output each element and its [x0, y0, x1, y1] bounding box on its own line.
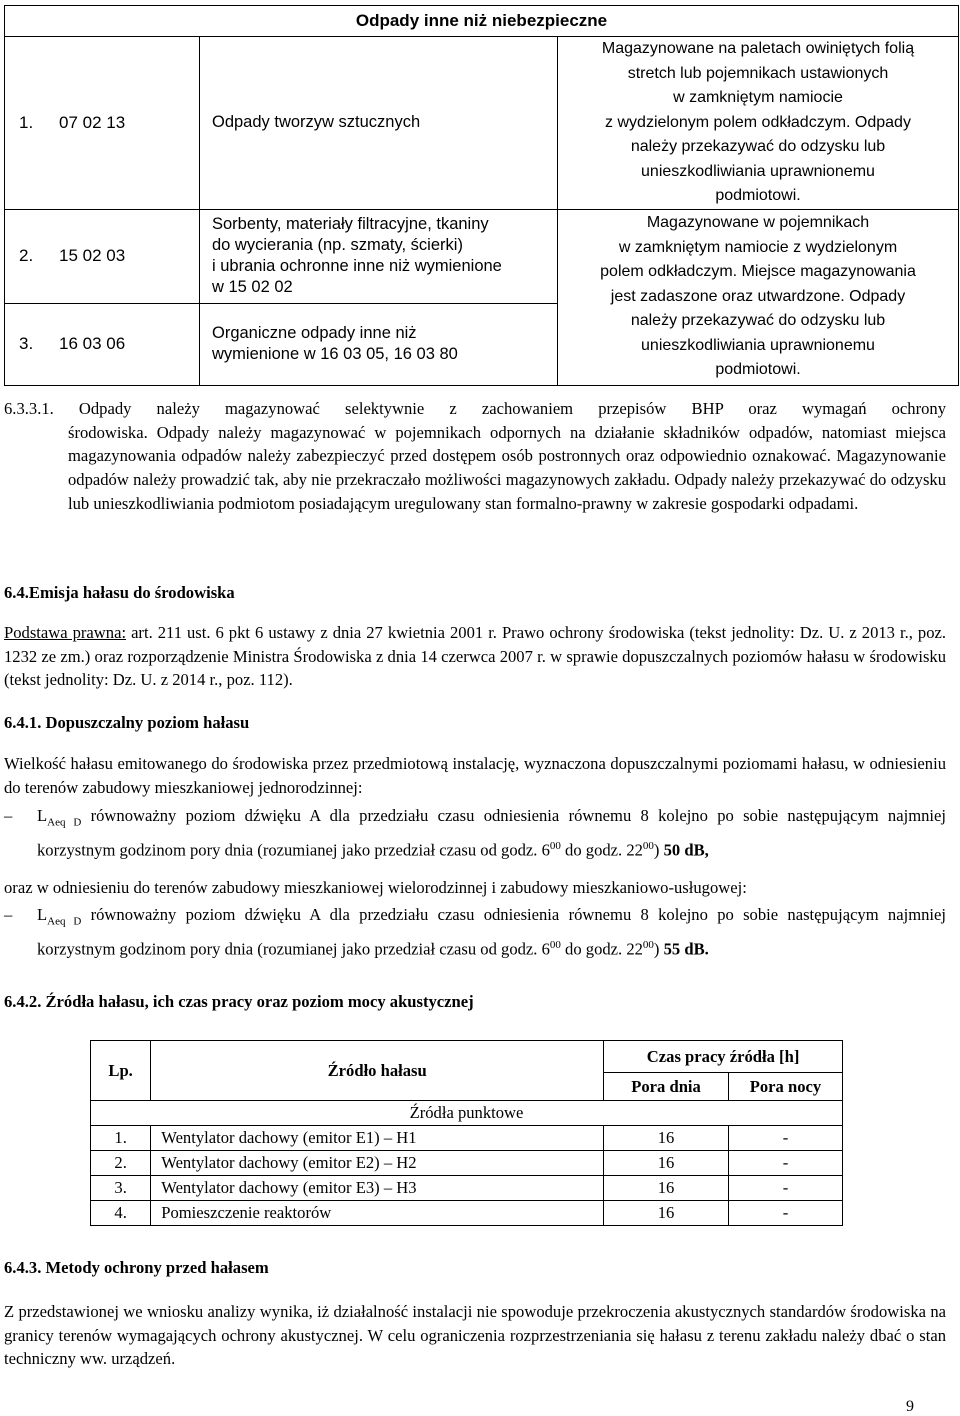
table-row — [91, 1126, 843, 1151]
page-number: 9 — [906, 1398, 914, 1415]
paragraph-6-3-3-1: 6.3.3.1. Odpady należy magazynować selektywnie z zachowaniem przepisów BHP oraz wymagań ochrony środowiska. Odpady należy magazynować w pojemnikach odpornych na działanie składników odpadów, natomiast miejsca magazynowania odpadów należy zabezpieczyć przed dostępem osób postronnych oraz odpowiednio oznakować. Magazynowanie odpadów należy prowadzić tak, aby nie przekraczało możliwości magazynowych zakładu. Odpady należy przekazywać do odzysku lub unieszkodliwiania podmiotom posiadającym uregulowany stan formalno-prawny w zakresie gospodarki odpadami. — [4, 399, 946, 513]
row-source: Wentylator dachowy (emitor E3) – H3 — [151, 1176, 604, 1201]
row-day: 16 — [604, 1126, 729, 1151]
residential-multi-family-note: oraz w odniesieniu do terenów zabudowy mieszkaniowej wielorodzinnej i zabudowy mieszkaniowo-usługowej: — [4, 878, 747, 897]
final-paragraph: Z przedstawionej we wniosku analizy wynika, iż działalność instalacji nie spowoduje przekroczenia akustycznych standardów środowiska na granicy terenów wymagających ochrony akustycznej. W celu ograniczenia rozprzestrzeniania się hałasu z terenu zakładu należy dbać o stan techniczny ww. urządzeń. — [4, 1302, 946, 1369]
row-lp: 3. — [91, 1176, 151, 1201]
waste-row-2-3-storage: Magazynowane w pojemnikach w zamkniętym namiocie z wydzielonym polem odkładczym. Miejsce magazynowania jest zadaszone oraz utwardzone. Odpady należy przekazywać do odzysku lub unieszkodliwiania uprawnionemu podmiotowi. — [558, 209, 959, 385]
row-source: Wentylator dachowy (emitor E2) – H2 — [151, 1151, 604, 1176]
row-source: Pomieszczenie reaktorów — [151, 1201, 604, 1226]
waste-row-1-name: Odpady tworzyw sztucznych — [200, 37, 558, 210]
waste-row-2-name: Sorbenty, materiały filtracyjne, tkaniny do wycierania (np. szmaty, ścierki) i ubrania ochronne inne niż wymienione w 15 02 02 — [200, 209, 558, 303]
table-row — [91, 1176, 843, 1201]
row-source: Wentylator dachowy (emitor E1) – H1 — [151, 1126, 604, 1151]
legal-basis-paragraph: Podstawa prawna: art. 211 ust. 6 pkt 6 ustawy z dnia 27 kwietnia 2001 r. Prawo ochrony środowiska (tekst jednolity: Dz. U. z 2013 r., poz. 1232 ze zm.) oraz rozporządzenie Ministra Środowiska z dnia 14 czerwca 2007 r. w sprawie dopuszczalnych poziomów hałasu w środowisku (tekst jednolity: Dz. U. z 2014 r., poz. 112). — [4, 623, 947, 690]
row-lp: 1. — [91, 1126, 151, 1151]
table-row — [91, 1201, 843, 1226]
row-night: - — [728, 1126, 842, 1151]
row-lp: 4. — [91, 1201, 151, 1226]
noise-sources-table — [90, 1040, 843, 1226]
waste-row-1-storage: Magazynowane na paletach owiniętych folią stretch lub pojemnikach ustawionych w zamkniętym namiocie z wydzielonym polem odkładczym. Odpady należy przekazywać do odzysku lub unieszkodliwiania uprawnionemu podmiotowi. — [558, 37, 959, 210]
section-6-4-1-heading: 6.4.1. Dopuszczalny poziom hałasu — [4, 713, 250, 732]
col-night-header: Pora nocy — [728, 1073, 842, 1101]
dash-bullet: – — [4, 806, 13, 825]
waste-row-3-code: 3. 16 03 06 — [5, 303, 200, 385]
col-lp-header: Lp. — [91, 1041, 151, 1101]
group-point-sources: Źródła punktowe — [91, 1101, 843, 1126]
waste-row-3-name: Organiczne odpady inne niż wymienione w 16 03 05, 16 03 80 — [200, 303, 558, 385]
row-night: - — [728, 1176, 842, 1201]
row-night: - — [728, 1151, 842, 1176]
row-lp: 2. — [91, 1151, 151, 1176]
col-time-header: Czas pracy źródła [h] — [604, 1041, 843, 1073]
waste-table-heading: Odpady inne niż niebezpieczne — [5, 6, 959, 37]
noise-intro-paragraph: Wielkość hałasu emitowanego do środowiska przez przedmiotową instalację, wyznaczona dopuszczalnymi poziomami hałasu, w odniesieniu do terenów zabudowy mieszkaniowej jednorodzinnej: — [4, 754, 946, 797]
row-night: - — [728, 1201, 842, 1226]
row-day: 16 — [604, 1151, 729, 1176]
section-6-4-heading: 6.4.Emisja hałasu do środowiska — [4, 583, 235, 602]
row-day: 16 — [604, 1176, 729, 1201]
waste-row-2-code: 2. 15 02 03 — [5, 209, 200, 303]
section-6-4-2-heading: 6.4.2. Źródła hałasu, ich czas pracy oraz poziom mocy akustycznej — [4, 992, 474, 1011]
dash-bullet: – — [4, 905, 13, 924]
waste-row-1-code: 1. 07 02 13 — [5, 37, 200, 210]
table-row — [91, 1151, 843, 1176]
col-day-header: Pora dnia — [604, 1073, 729, 1101]
col-source-header: Źródło hałasu — [151, 1041, 604, 1101]
row-day: 16 — [604, 1201, 729, 1226]
waste-table — [4, 5, 959, 386]
section-6-4-3-heading: 6.4.3. Metody ochrony przed hałasem — [4, 1258, 269, 1277]
noise-limit-2: – $L_{Aeq D}$ równoważny poziom dźwięku A dla przedziału czasu odniesienia równemu 8 kolejno po sobie następującym najmniej korzystnym godzinom pory dnia (rozumianej jako przedział czasu od godz. $6^{00}$ do godz. $22^{00}$) 55 dB. — [4, 905, 946, 959]
noise-limit-1: – $L_{Aeq D}$ równoważny poziom dźwięku A dla przedziału czasu odniesienia równemu 8 kolejno po sobie następującym najmniej korzystnym godzinom pory dnia (rozumianej jako przedział czasu od godz. $6^{00}$ do godz. $22^{00}$) 50 dB, — [4, 806, 946, 860]
